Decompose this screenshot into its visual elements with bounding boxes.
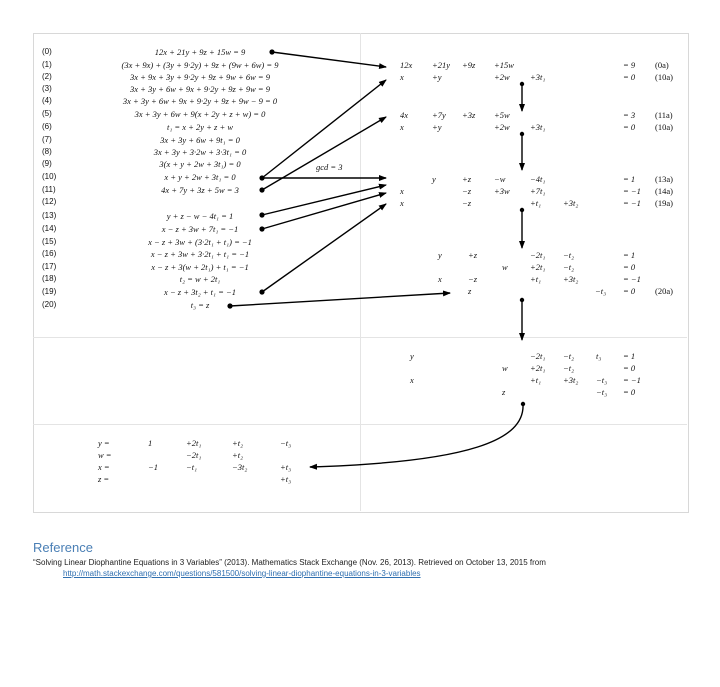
- derivation-equation: x − z + 3w + 3·2t₁ + t₁ = −1: [150, 249, 250, 259]
- system-term: = −1: [623, 186, 641, 196]
- derivation-equation: 3x + 3y + 6w + 9t₁ = 0: [160, 135, 240, 145]
- solution-term: +t₂: [232, 450, 244, 460]
- equation-label: (11): [42, 185, 56, 194]
- system-term: = 3: [623, 110, 636, 120]
- reference-body: [33, 557, 683, 579]
- system-term: −t₂: [563, 250, 575, 260]
- system-term: +t₁: [530, 274, 542, 284]
- system-term: +15w: [494, 60, 514, 70]
- derivation-equation: x + y + 2w + 3t₁ = 0: [164, 172, 236, 182]
- system-term: = 1: [623, 250, 636, 260]
- system-tag: (14a): [655, 186, 673, 196]
- system-term: +3t₂: [563, 198, 579, 208]
- equation-label: (20): [42, 300, 57, 309]
- equation-label: (3): [42, 84, 52, 93]
- solution-term: −t₁: [186, 462, 198, 472]
- system-term: w: [502, 363, 508, 373]
- gcd-note: gcd = 3: [316, 162, 343, 172]
- equation-label: (5): [42, 109, 52, 118]
- system-term: = 1: [623, 174, 636, 184]
- system-tag: (10a): [655, 72, 673, 82]
- system-term: +21y: [432, 60, 451, 70]
- derivation-equation: 3x + 3y + 6w + 9x + 9·2y + 9z + 9w = 9: [129, 84, 271, 94]
- solution-term: +t₃: [280, 462, 292, 472]
- system-term: = 0: [623, 363, 636, 373]
- equation-label: (1): [42, 60, 52, 69]
- system-term: = 0: [623, 72, 636, 82]
- arrow-eq0-to-sys1: [272, 52, 386, 67]
- system-term: t₃: [596, 351, 602, 361]
- equation-label: (18): [42, 274, 57, 283]
- system-term: x: [400, 72, 404, 82]
- system-term: −4t₁: [530, 174, 546, 184]
- arrow-eq20-to-sys4: [230, 293, 450, 306]
- system-tag: (13a): [655, 174, 673, 184]
- system-term: +y: [432, 72, 442, 82]
- equation-label: (14): [42, 224, 57, 233]
- system-tag: (19a): [655, 198, 673, 208]
- system-term: x: [400, 186, 404, 196]
- system-term: z: [502, 387, 506, 397]
- system-term: −2t₁: [530, 351, 546, 361]
- system-term: −t₂: [563, 351, 575, 361]
- system-term: = 0: [623, 286, 636, 296]
- solution-term: −3t₂: [232, 462, 248, 472]
- system-term: −z: [468, 274, 478, 284]
- system-term: = 0: [623, 122, 636, 132]
- derivation-equation: t₂ = w + 2t₁: [179, 274, 221, 284]
- system-term: y: [438, 250, 442, 260]
- system-term: +z: [468, 250, 478, 260]
- arrow-eq19-to-sys3: [262, 204, 386, 292]
- derivation-equation: 3(x + y + 2w + 3t₁) = 0: [159, 159, 241, 169]
- system-term: +2t₁: [530, 363, 546, 373]
- system-term: = 9: [623, 60, 636, 70]
- derivation-equation: x − z + 3(w + 2t₁) + t₁ = −1: [151, 262, 249, 272]
- system-term: 12x: [400, 60, 413, 70]
- system-term: +3t₂: [563, 375, 579, 385]
- system-term: = −1: [623, 198, 641, 208]
- system-term: −t₃: [595, 286, 607, 296]
- solution-term: −t₃: [280, 438, 292, 448]
- derivation-equation: 3x + 3y + 6w + 9x + 9·2y + 9z + 9w − 9 = 0: [122, 96, 278, 106]
- equation-label: (6): [42, 122, 52, 131]
- derivation-equation: x − z + 3t₂ + t₁ = −1: [164, 287, 236, 297]
- derivation-equation: t₁ = x + 2y + z + w: [166, 122, 234, 132]
- system-term: y: [410, 351, 414, 361]
- system-term: = 0: [623, 387, 636, 397]
- equation-label: (4): [42, 96, 52, 105]
- reference-text: “Solving Linear Diophantine Equations in 3 Variables” (2013). Mathematics Stack Exchange (Nov. 26, 2013). Retrieved on October 13, 2015 from: [33, 558, 546, 567]
- system-tag: (11a): [655, 110, 673, 120]
- derivation-equation: y + z − w − 4t₁ = 1: [166, 211, 234, 221]
- system-term: −t₂: [563, 262, 575, 272]
- system-term: −z: [462, 198, 472, 208]
- reference-heading: Reference: [33, 540, 93, 555]
- system-term: −2t₁: [530, 250, 546, 260]
- system-term: −t₃: [596, 375, 608, 385]
- equation-label: (7): [42, 135, 52, 144]
- system-tag: (0a): [655, 60, 669, 70]
- system-term: +t₁: [530, 198, 542, 208]
- system-term: +3t₁: [530, 72, 546, 82]
- equation-label: (17): [42, 262, 57, 271]
- system-tag: (20a): [655, 286, 673, 296]
- system-term: +y: [432, 122, 442, 132]
- system-term: = −1: [623, 375, 641, 385]
- derivation-equation: 3x + 9x + 3y + 9·2y + 9z + 9w + 6w = 9: [129, 72, 271, 82]
- solution-variable: x =: [98, 462, 110, 472]
- system-term: −z: [462, 186, 472, 196]
- derivation-equation: x − z + 3w + 7t₁ = −1: [161, 224, 239, 234]
- arrow-eq10-to-sys1: [262, 80, 386, 178]
- system-term: +3t₁: [530, 122, 546, 132]
- solution-term: −1: [148, 462, 158, 472]
- derivation-equation: 4x + 7y + 3z + 5w = 3: [161, 185, 239, 195]
- system-term: +2w: [494, 122, 510, 132]
- solution-term: +t₃: [280, 474, 292, 484]
- system-term: +9z: [462, 60, 476, 70]
- system-tag: (10a): [655, 122, 673, 132]
- system-term: +t₁: [530, 375, 542, 385]
- system-term: = 1: [623, 351, 636, 361]
- equation-label: (0): [42, 47, 52, 56]
- derivation-equation: 3x + 3y + 3·2w + 3·3t₁ = 0: [153, 147, 247, 157]
- system-term: x: [438, 274, 442, 284]
- reference-link[interactable]: http://math.stackexchange.com/questions/581500/solving-linear-diophantine-equations-in-3-variables: [63, 569, 421, 578]
- derivation-equation: t₃ = z: [190, 300, 210, 310]
- equation-label: (16): [42, 249, 57, 258]
- system-term: +3z: [462, 110, 476, 120]
- equation-label: (2): [42, 72, 52, 81]
- system-term: +7t₁: [530, 186, 546, 196]
- equation-label: (8): [42, 147, 52, 156]
- equation-label: (19): [42, 287, 57, 296]
- equation-label: (9): [42, 159, 52, 168]
- system-term: +3w: [494, 186, 510, 196]
- equation-label: (10): [42, 172, 57, 181]
- solution-variable: y =: [98, 438, 110, 448]
- solution-term: +2t₁: [186, 438, 202, 448]
- equation-label: (15): [42, 237, 57, 246]
- arrow-eq11-to-sys2: [262, 117, 386, 190]
- system-term: x: [400, 122, 404, 132]
- system-term: +2t₁: [530, 262, 546, 272]
- system-term: +2w: [494, 72, 510, 82]
- system-term: = 0: [623, 262, 636, 272]
- derivation-equation: x − z + 3w + (3·2t₁ + t₁) = −1: [148, 237, 252, 247]
- system-term: −w: [494, 174, 506, 184]
- system-term: z: [468, 286, 472, 296]
- system-term: y: [432, 174, 436, 184]
- system-term: +5w: [494, 110, 510, 120]
- system-term: −t₂: [563, 363, 575, 373]
- equation-label: (12): [42, 197, 57, 206]
- solution-variable: z =: [98, 474, 110, 484]
- solution-term: −2t₁: [186, 450, 202, 460]
- system-term: +z: [462, 174, 472, 184]
- derivation-equation: (3x + 9x) + (3y + 9·2y) + 9z + (9w + 6w) = 9: [121, 60, 279, 70]
- system-term: x: [410, 375, 414, 385]
- system-term: 4x: [400, 110, 409, 120]
- system-term: x: [400, 198, 404, 208]
- system-term: = −1: [623, 274, 641, 284]
- solution-term: +t₂: [232, 438, 244, 448]
- derivation-equation: 12x + 21y + 9z + 15w = 9: [154, 47, 246, 57]
- system-term: +3t₂: [563, 274, 579, 284]
- derivation-equation: 3x + 3y + 6w + 9(x + 2y + z + w) = 0: [134, 109, 266, 119]
- solution-variable: w =: [98, 450, 112, 460]
- system-term: w: [502, 262, 508, 272]
- solution-term: 1: [148, 438, 153, 448]
- equation-label: (13): [42, 211, 57, 220]
- system-term: −t₃: [596, 387, 608, 397]
- system-term: +7y: [432, 110, 446, 120]
- arrow-to-solution: [310, 404, 523, 467]
